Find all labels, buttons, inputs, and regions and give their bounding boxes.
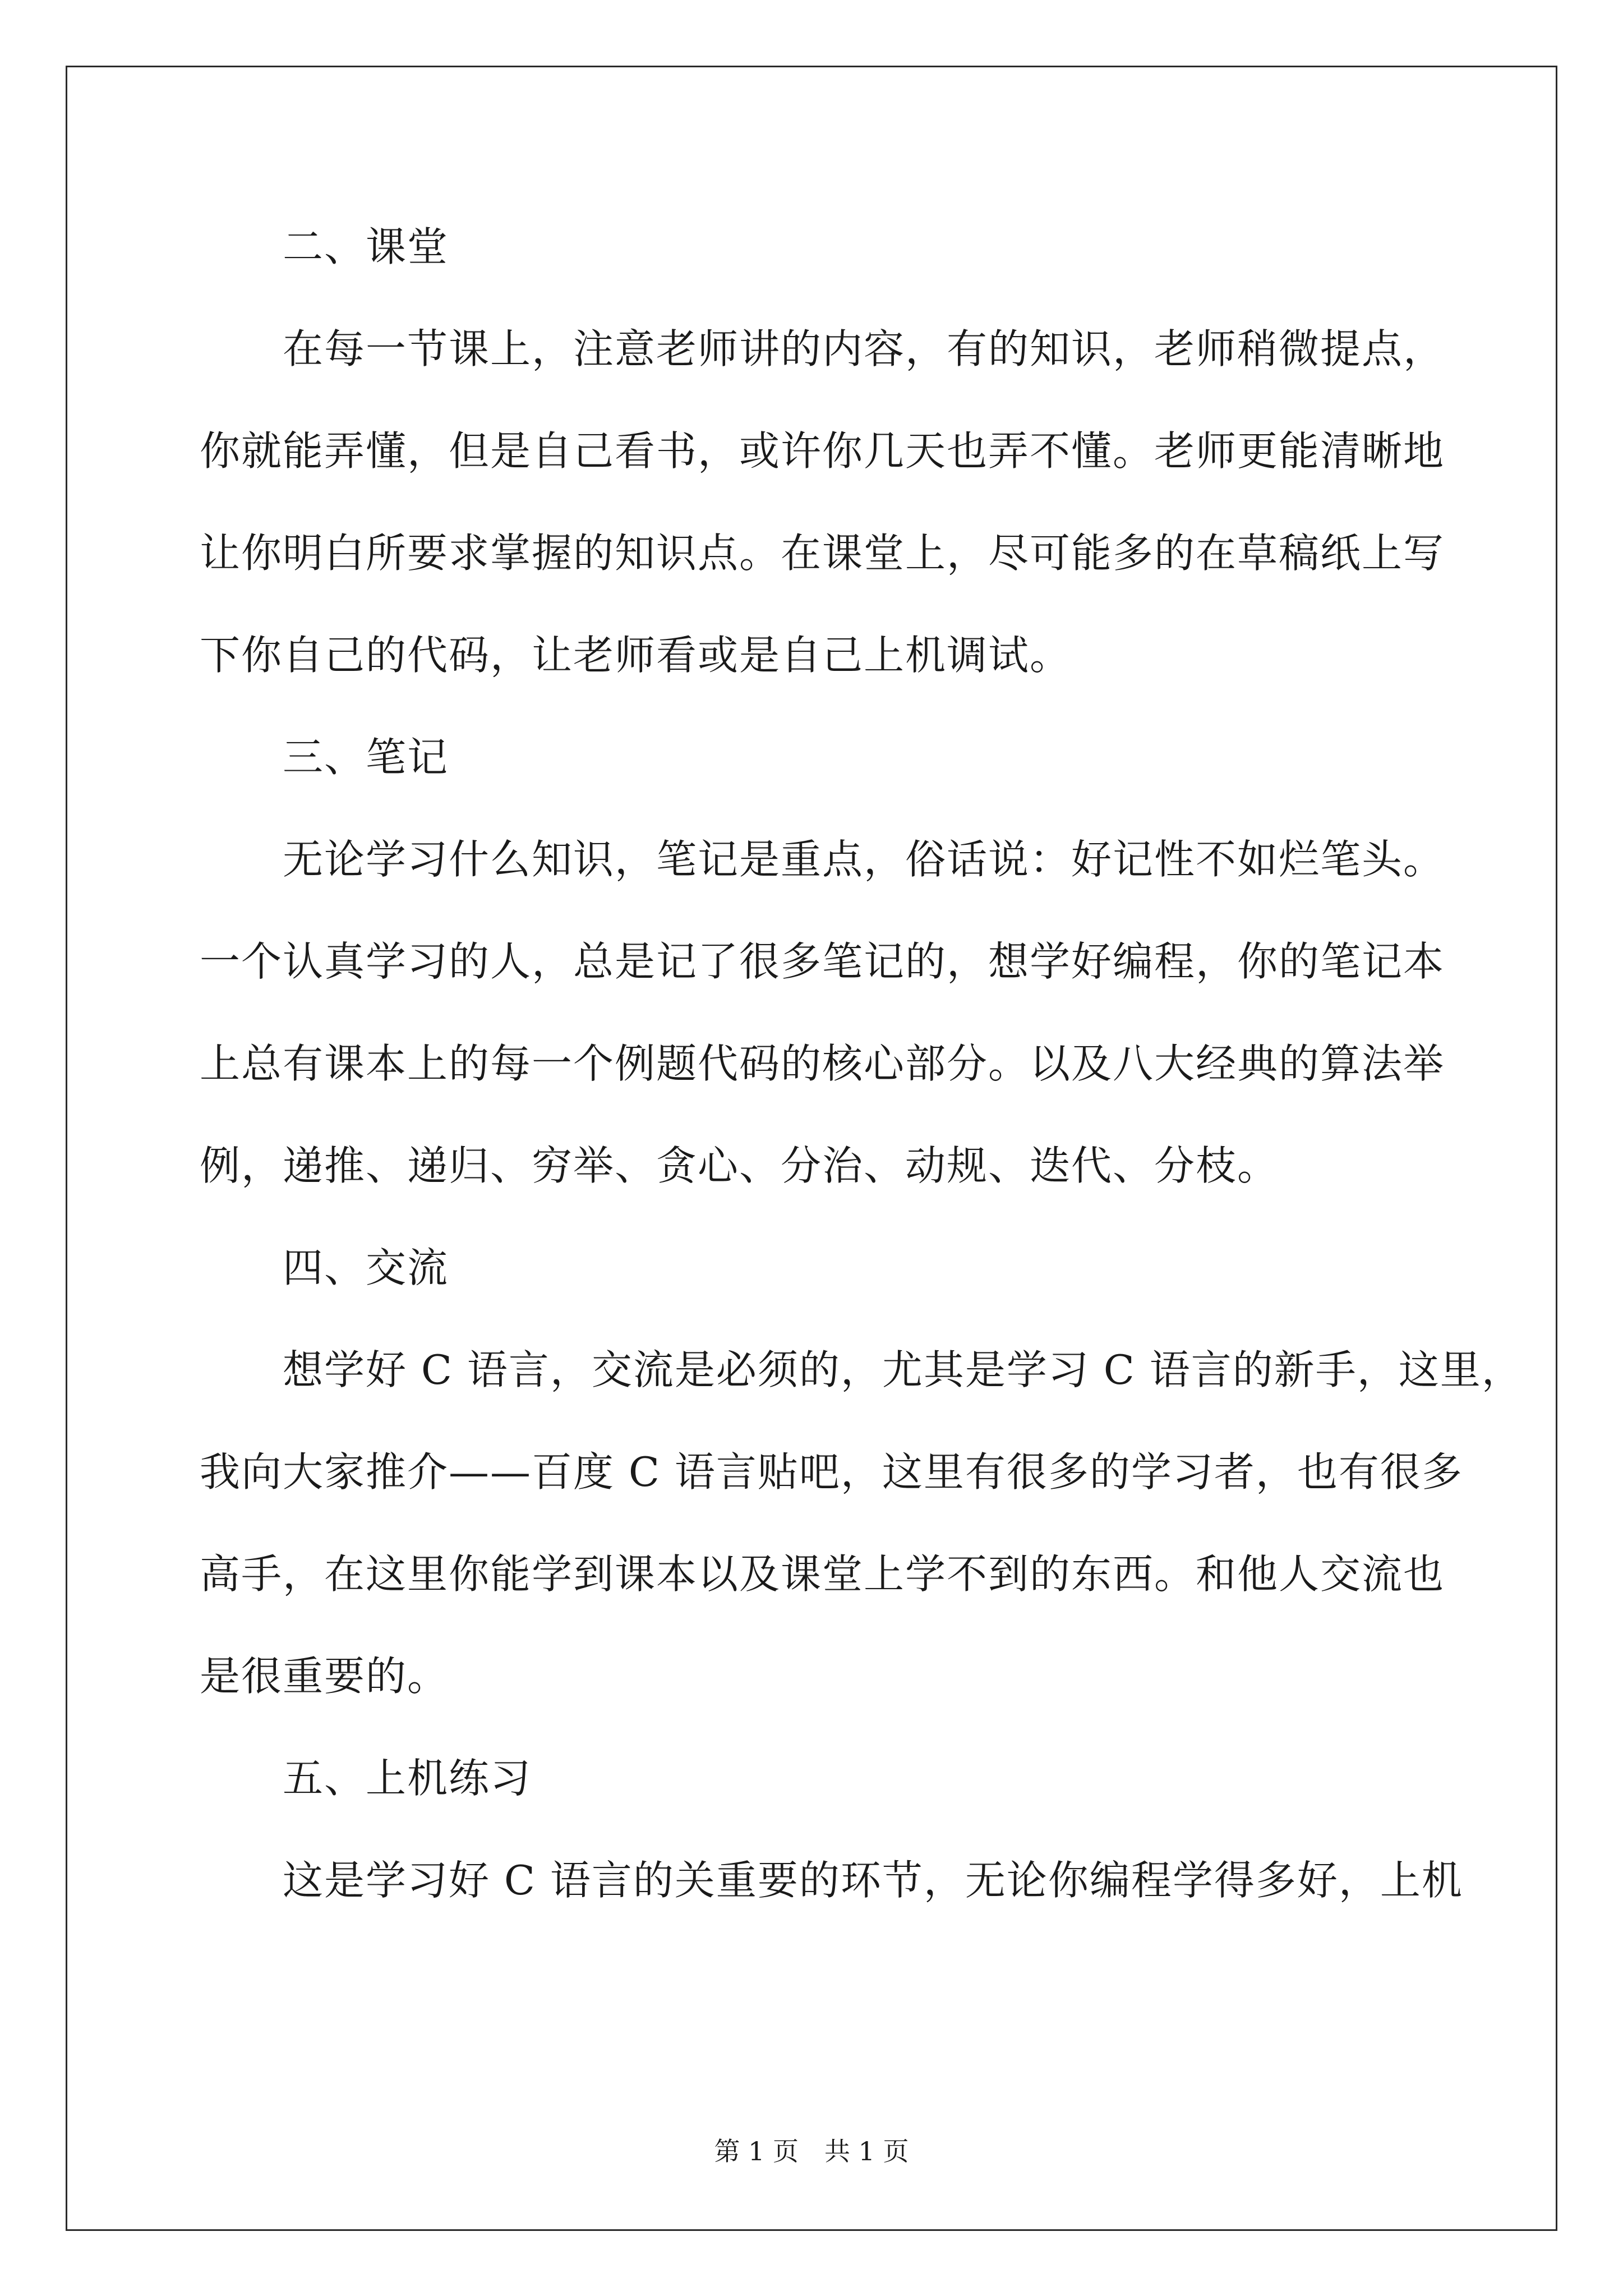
paragraph-line: 上总有课本上的每一个例题代码的核心部分。以及八大经典的算法举 xyxy=(200,1040,1445,1087)
paragraph-line: 我向大家推介——百度 C 语言贴吧，这里有很多的学习者，也有很多 xyxy=(200,1448,1463,1496)
paragraph-line: 例，递推、递归、穷举、贪心、分治、动规、迭代、分枝。 xyxy=(200,1142,1279,1189)
paragraph-line: 高手，在这里你能学到课本以及课堂上学不到的东西。和他人交流也 xyxy=(200,1550,1445,1598)
paragraph-line: 下你自己的代码，让老师看或是自己上机调试。 xyxy=(200,632,1072,679)
page-number-footer: 第 1 页 共 1 页 xyxy=(714,2136,909,2166)
section-heading-classroom: 二、课堂 xyxy=(283,223,449,270)
paragraph-line: 是很重要的。 xyxy=(200,1653,449,1700)
paragraph-line: 无论学习什么知识，笔记是重点，俗话说：好记性不如烂笔头。 xyxy=(283,836,1445,883)
section-heading-practice: 五、上机练习 xyxy=(283,1755,532,1802)
paragraph-line: 一个认真学习的人，总是记了很多笔记的，想学好编程，你的笔记本 xyxy=(200,938,1445,985)
paragraph-line: 在每一节课上，注意老师讲的内容，有的知识，老师稍微提点， xyxy=(283,325,1445,372)
paragraph-line: 让你明白所要求掌握的知识点。在课堂上，尽可能多的在草稿纸上写 xyxy=(200,530,1445,577)
paragraph-line: 你就能弄懂，但是自己看书，或许你几天也弄不懂。老师更能清晰地 xyxy=(200,427,1445,475)
section-heading-exchange: 四、交流 xyxy=(283,1244,449,1291)
paragraph-line: 这是学习好 C 语言的关重要的环节，无论你编程学得多好，上机 xyxy=(283,1857,1463,1904)
paragraph-line: 想学好 C 语言，交流是必须的，尤其是学习 C 语言的新手，这里， xyxy=(283,1346,1523,1393)
section-heading-notes: 三、笔记 xyxy=(283,734,449,781)
